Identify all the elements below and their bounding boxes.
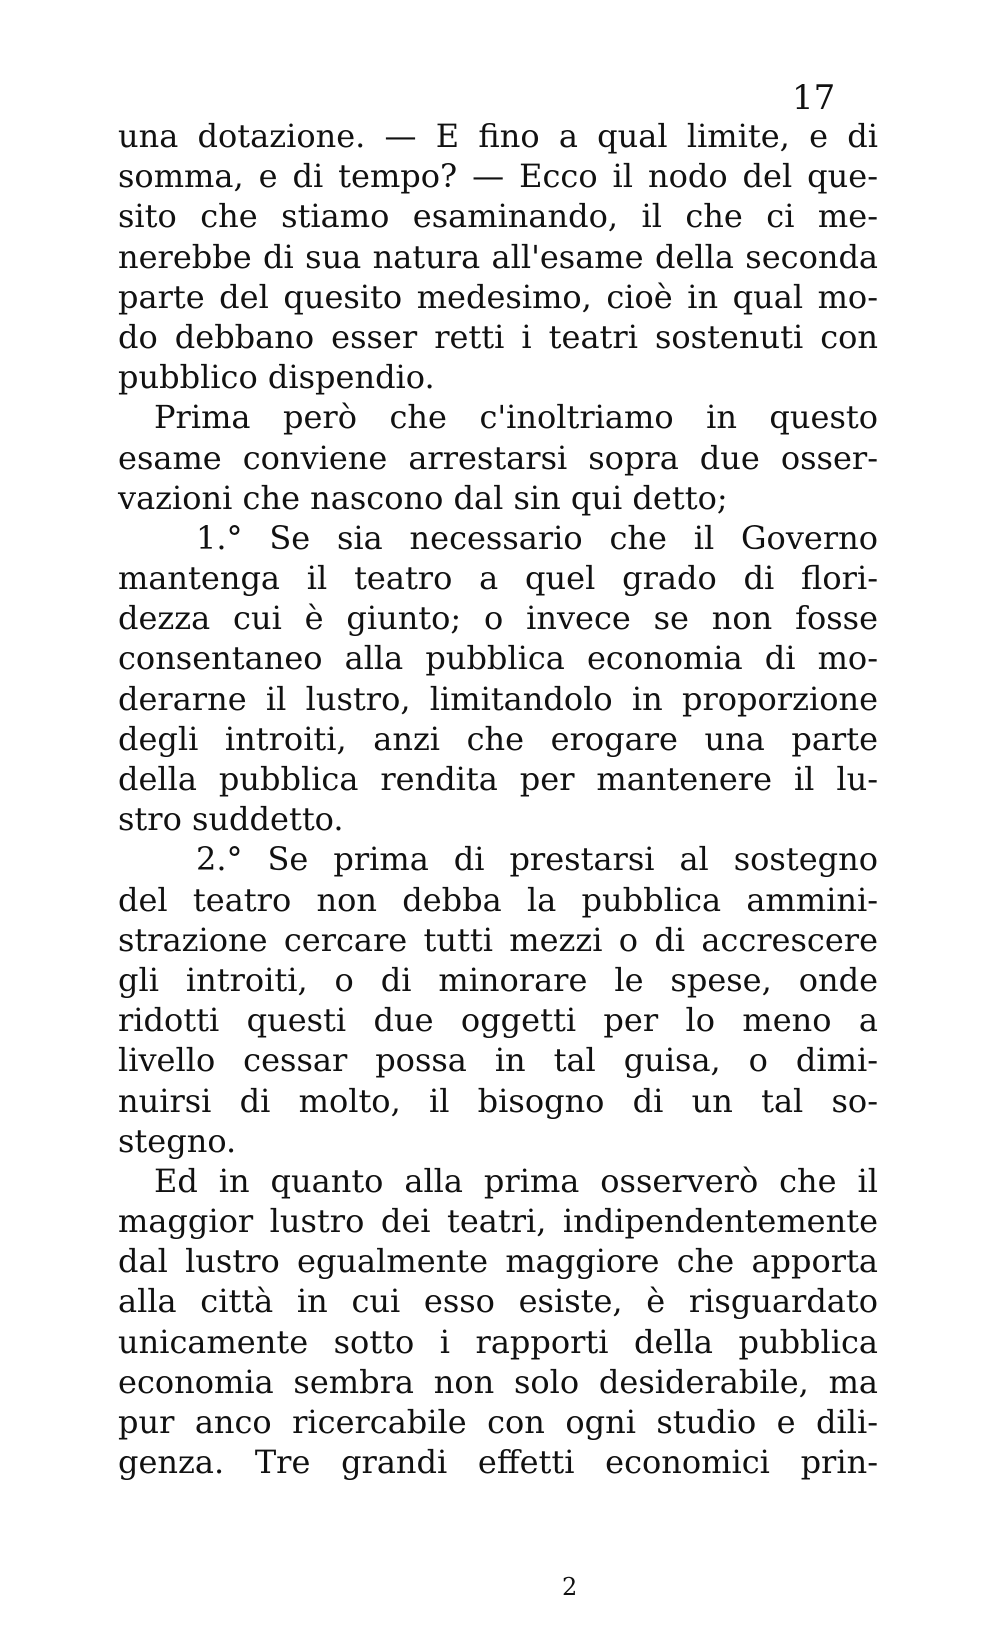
text-line: 2.° Se prima di prestarsi al sostegno	[196, 840, 878, 879]
text-line: somma, e di tempo? — Ecco il nodo del que-	[118, 157, 878, 196]
text-line: nuirsi di molto, il bisogno di un tal so-	[118, 1081, 878, 1120]
text-line: alla città in cui esso esiste, è risguardato	[118, 1282, 878, 1321]
body-text	[118, 116, 878, 1482]
text-line: sito che stiamo esaminando, il che ci me-	[118, 197, 878, 236]
text-line: vazioni che nascono dal sin qui detto;	[118, 478, 728, 517]
text-line: unicamente sotto i rapporti della pubblica	[118, 1322, 878, 1361]
page-number: 17	[792, 78, 836, 118]
text-line: pur anco ricercabile con ogni studio e dili-	[118, 1403, 878, 1441]
text-line: ridotti questi due oggetti per lo meno a	[118, 1001, 878, 1040]
text-line: economia sembra non solo desiderabile, ma	[118, 1362, 878, 1401]
text-line: maggior lustro dei teatri, indipendentemente	[118, 1202, 878, 1241]
text-line: parte del quesito medesimo, cioè in qual mo-	[118, 277, 878, 316]
text-line: degli introiti, anzi che erogare una parte	[118, 719, 878, 758]
text-line: Ed in quanto alla prima osserverò che il	[154, 1161, 878, 1200]
text-line: 1.° Se sia necessario che il Governo	[196, 518, 878, 557]
text-line: Prima però che c'inoltriamo in questo	[154, 398, 878, 437]
text-line: gli introiti, o di minorare le spese, onde	[118, 960, 878, 999]
text-line: del teatro non debba la pubblica ammini-	[118, 880, 878, 919]
text-line: do debbano esser retti i teatri sostenuti con	[118, 317, 878, 356]
text-line: derarne il lustro, limitandolo in proporzione	[118, 679, 878, 718]
text-line: dezza cui è giunto; o invece se non fosse	[118, 599, 878, 638]
text-line: consentaneo alla pubblica economia di mo-	[118, 639, 878, 678]
text-line: nerebbe di sua natura all'esame della seconda	[118, 237, 878, 276]
text-line: strazione cercare tutti mezzi o di accrescere	[118, 920, 878, 959]
text-line: livello cessar possa in tal guisa, o dimi-	[118, 1041, 878, 1080]
text-line: dal lustro egualmente maggiore che apporta	[118, 1242, 878, 1281]
text-line: della pubblica rendita per mantenere il lu-	[118, 760, 878, 798]
text-line: pubblico dispendio.	[118, 358, 435, 397]
text-line: esame conviene arrestarsi sopra due osser-	[118, 438, 878, 477]
text-line: stegno.	[118, 1121, 237, 1160]
text-line: mantenga il teatro a quel grado di flori-	[118, 559, 878, 598]
text-line: genza. Tre grandi effetti economici prin-	[118, 1443, 878, 1482]
text-line: una dotazione. — E fino a qual limite, e di	[118, 117, 878, 155]
text-line: stro suddetto.	[118, 800, 344, 839]
signature-mark: 2	[562, 1573, 578, 1601]
